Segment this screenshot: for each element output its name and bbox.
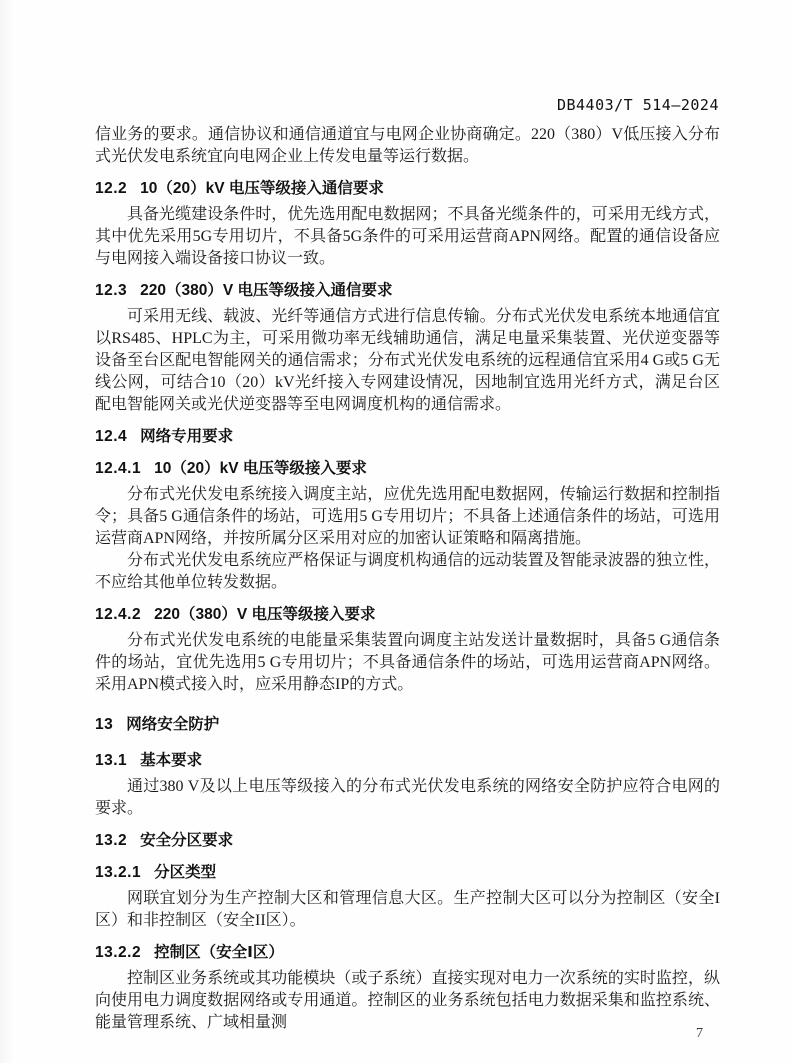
section-number: 12.4.2 bbox=[95, 606, 142, 623]
paragraph: 分布式光伏发电系统的电能量采集装置向调度主站发送计量数据时，具备5 G通信条件的场站，宜优先选用5 G专用切片；不具备通信条件的场站，可选用运营商APN网络。采用APN模式接入时，应采用静态IP的方式。 bbox=[95, 632, 720, 693]
section-title: 220（380）V 电压等级接入通信要求 bbox=[140, 282, 393, 299]
section-heading bbox=[95, 178, 720, 200]
section-title: 控制区（安全Ⅰ区） bbox=[154, 944, 284, 961]
section-number: 12.3 bbox=[95, 282, 128, 299]
section-number: 12.4.1 bbox=[95, 460, 142, 477]
paragraph: 分布式光伏发电系统接入调度主站，应优先选用配电数据网，传输运行数据和控制指令；具备5 G通信条件的场站，可选用5 G专用切片；不具备上述通信条件的场站，可选用运营商APN网络，并按所属分区采用对应的加密认证策略和隔离措施。 bbox=[95, 486, 720, 547]
section-heading bbox=[95, 280, 720, 302]
section-heading bbox=[95, 830, 720, 852]
section-title: 分区类型 bbox=[154, 864, 217, 881]
section-title: 220（380）V 电压等级接入要求 bbox=[154, 606, 376, 623]
section-heading bbox=[95, 604, 720, 626]
paragraph: 可采用无线、载波、光纤等通信方式进行信息传输。分布式光伏发电系统本地通信宜以RS485、HPLC为主，可采用微功率无线辅助通信，满足电量采集装置、光伏逆变器等设备至台区配电智能网关的通信需求；分布式光伏发电系统的远程通信宜采用4 G或5 G无线公网，可结合10（20）kV光纤接入专网建设情况，因地制宜选用光纤方式，满足台区配电智能网关或光伏逆变器等至电网调度机构的通信需求。 bbox=[95, 308, 720, 413]
section-number: 12.4 bbox=[95, 428, 128, 445]
section-title: 网络专用要求 bbox=[140, 428, 234, 445]
paragraph: 分布式光伏发电系统应严格保证与调度机构通信的远动装置及智能录波器的独立性，不应给其他单位转发数据。 bbox=[95, 552, 720, 591]
paragraph: 具备光缆建设条件时，优先选用配电数据网；不具备光缆条件的，可采用无线方式，其中优先采用5G专用切片，不具备5G条件的可采用运营商APN网络。配置的通信设备应与电网接入端设备接口协议一致。 bbox=[95, 206, 720, 267]
section-number: 13.1 bbox=[95, 752, 128, 769]
section-heading bbox=[95, 458, 720, 480]
section-title: 基本要求 bbox=[140, 752, 203, 769]
section-number: 13 bbox=[95, 716, 114, 733]
section-title: 10（20）kV 电压等级接入要求 bbox=[154, 460, 367, 477]
paragraph: 控制区业务系统或其功能模块（或子系统）直接实现对电力一次系统的实时监控，纵向使用电力调度数据网络或专用通道。控制区的业务系统包括电力数据采集和监控系统、能量管理系统、广域相量测 bbox=[95, 970, 720, 1031]
section-number: 12.2 bbox=[95, 180, 128, 197]
document-body bbox=[95, 124, 720, 1034]
section-number: 13.2.1 bbox=[95, 864, 142, 881]
page-number: 7 bbox=[696, 1026, 703, 1041]
paragraph: 通过380 V及以上电压等级接入的分布式光伏发电系统的网络安全防护应符合电网的要求。 bbox=[95, 778, 720, 817]
paragraph: 网联宜划分为生产控制大区和管理信息大区。生产控制大区可以分为控制区（安全I区）和非控制区（安全II区）。 bbox=[95, 890, 720, 929]
section-number: 13.2 bbox=[95, 832, 128, 849]
section-heading bbox=[95, 426, 720, 448]
paragraph: 信业务的要求。通信协议和通信通道宜与电网企业协商确定。220（380）V低压接入分布式光伏发电系统宜向电网企业上传发电量等运行数据。 bbox=[95, 126, 720, 165]
section-heading bbox=[95, 942, 720, 964]
chapter-heading bbox=[95, 714, 720, 736]
section-heading bbox=[95, 750, 720, 772]
section-title: 10（20）kV 电压等级接入通信要求 bbox=[140, 180, 384, 197]
standard-number-header: DB4403/T 514—2024 bbox=[556, 96, 719, 114]
section-title: 安全分区要求 bbox=[140, 832, 234, 849]
section-title: 网络安全防护 bbox=[126, 716, 220, 733]
section-heading bbox=[95, 862, 720, 884]
section-number: 13.2.2 bbox=[95, 944, 142, 961]
